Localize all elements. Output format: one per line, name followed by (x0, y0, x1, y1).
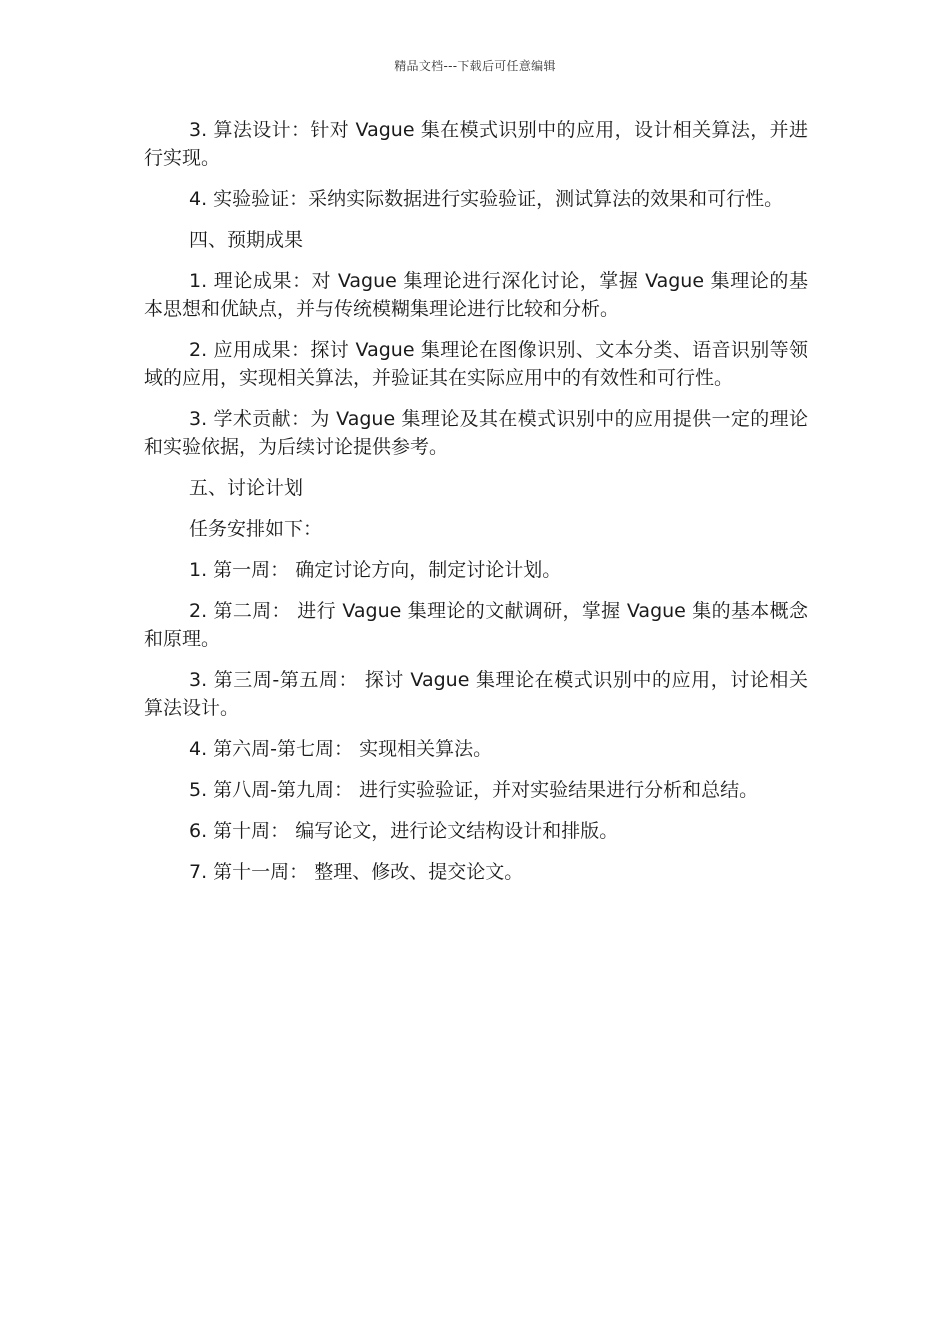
schedule-item-week-1: 1. 第一周： 确定讨论方向，制定讨论计划。 (189, 559, 562, 581)
paragraph-application-results: 2. 应用成果：探讨 Vague 集理论在图像识别、文本分类、语音识别等领域的应用，实现相关算法，并验证其在实际应用中的有效性和可行性。 (144, 339, 808, 389)
schedule-item-week-8-9: 5. 第八周-第九周： 进行实验验证，并对实验结果进行分析和总结。 (189, 779, 759, 801)
schedule-item-week-6-7: 4. 第六周-第七周： 实现相关算法。 (189, 738, 493, 760)
section-heading-research-plan: 五、讨论计划 (189, 477, 304, 499)
schedule-item-week-3-5: 3. 第三周-第五周： 探讨 Vague 集理论在模式识别中的应用，讨论相关算法设计。 (144, 669, 808, 719)
schedule-item-week-10: 6. 第十周： 编写论文，进行论文结构设计和排版。 (189, 820, 619, 842)
paragraph-academic-contribution: 3. 学术贡献：为 Vague 集理论及其在模式识别中的应用提供一定的理论和实验依据，为后续讨论提供参考。 (144, 408, 808, 458)
schedule-item-week-11: 7. 第十一周： 整理、修改、提交论文。 (189, 861, 524, 883)
section-heading-expected-results: 四、预期成果 (189, 229, 304, 251)
paragraph-experiment-validation: 4. 实验验证：采纳实际数据进行实验验证，测试算法的效果和可行性。 (189, 188, 784, 210)
schedule-item-week-2: 2. 第二周： 进行 Vague 集理论的文献调研，掌握 Vague 集的基本概念和原理。 (144, 600, 808, 650)
paragraph-task-intro: 任务安排如下： (189, 518, 323, 540)
paragraph-algorithm-design: 3. 算法设计：针对 Vague 集在模式识别中的应用，设计相关算法，并进行实现。 (144, 119, 808, 169)
page-header: 精品文档---下载后可任意编辑 (394, 59, 556, 73)
paragraph-theory-results: 1. 理论成果：对 Vague 集理论进行深化讨论，掌握 Vague 集理论的基本思想和优缺点，并与传统模糊集理论进行比较和分析。 (144, 270, 808, 320)
document-body (144, 116, 808, 899)
